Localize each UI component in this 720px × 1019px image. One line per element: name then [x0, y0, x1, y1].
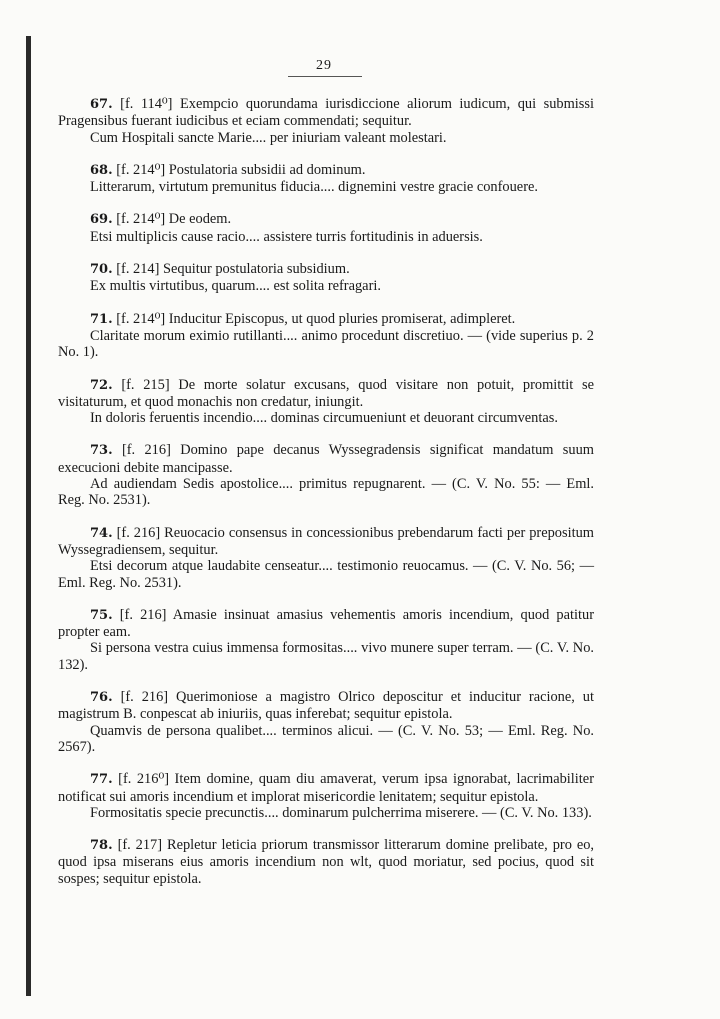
entry-incipit: Etsi decorum atque laudabite censeatur.... testimonio reuocamus. — (C. V. No. 56; — Eml. Reg. No. 2531). — [58, 558, 594, 591]
entry-heading-text: [f. 216] Reuocacio consensus in concessionibus prebendarum facti per prepositum Wyssegradiensem, sequitur. — [58, 524, 594, 558]
entry-number: 77. — [90, 772, 113, 788]
entry-number: 72. — [90, 377, 113, 393]
entry-72 — [58, 377, 594, 427]
entry-heading-text: [f. 217] Repletur leticia priorum transmissor litterarum domine prelibate, pro eo, quod ipsa miserans eius amoris incendium non wlt, quod moriatur, sed pocius, quod sit sospes; sequitur epistola. — [58, 837, 594, 887]
entry-75 — [58, 607, 594, 673]
entry-heading-text: [f. 214⁰] Postulatoria subsidii ad dominum. — [116, 161, 366, 178]
entry-heading-text: [f. 214⁰] De eodem. — [116, 211, 232, 228]
entry-incipit: Etsi multiplicis cause racio.... assistere turris fortitudinis in aduersis. — [90, 228, 483, 245]
entry-incipit: Quamvis de persona qualibet.... terminos alicui. — (C. V. No. 53; — Eml. Reg. No. 2567). — [58, 722, 594, 755]
entry-incipit: Ad audiendam Sedis apostolice.... primitus repugnarent. — (C. V. No. 55: — Eml. Reg. No. 2531). — [58, 476, 594, 509]
entry-heading — [58, 96, 594, 130]
entry-number: 73. — [90, 443, 113, 459]
entry-68 — [58, 162, 594, 196]
entry-heading — [58, 689, 594, 723]
entry-heading-text: [f. 114⁰] Exempcio quorundama iurisdiccione aliorum iudicum, qui submissi Pragensibus fuerant iudicibus et eciam commendati; sequitur. — [58, 96, 594, 130]
page-number: 29 — [316, 58, 332, 73]
entry-number: 78. — [90, 838, 113, 854]
entry-incipit: Ex multis virtutibus, quarum.... est solita refragari. — [90, 278, 381, 295]
entry-incipit: Cum Hospitali sancte Marie.... per iniuriam valeant molestari. — [90, 129, 447, 146]
entry-74 — [58, 525, 594, 591]
entry-78 — [58, 837, 594, 887]
entry-heading — [58, 261, 594, 278]
page-number-rule — [288, 76, 362, 77]
entry-heading-text: [f. 216] Querimoniose a magistro Olrico deposcitur et inducitur racione, ut magistrum B. conpescat ab iniuriis, quas inferebat; sequitur epistola. — [58, 689, 594, 723]
entry-incipit: Litterarum, virtutum premunitus fiducia.... dignemini vestre gracie confouere. — [90, 179, 538, 196]
entry-heading — [58, 311, 594, 328]
entry-heading-text: [f. 216] Domino pape decanus Wyssegradensis significat mandatum suum execucioni debite mancipasse. — [58, 442, 594, 476]
entry-70 — [58, 261, 594, 295]
entry-heading — [58, 525, 594, 559]
entry-heading-text: [f. 215] De morte solatur excusans, quod visitare non potuit, promittit se visitaturum, et quod monachis non credatur, iniungit. — [58, 376, 594, 410]
entry-incipit: Formositatis specie precunctis.... dominarum pulcherrima miserere. — (C. V. No. 133). — [90, 804, 592, 821]
entry-list — [58, 96, 594, 903]
entry-69 — [58, 211, 594, 245]
entry-number: 71. — [90, 311, 113, 327]
entry-heading — [58, 162, 594, 179]
entry-number: 75. — [90, 607, 113, 623]
entry-77 — [58, 771, 594, 821]
entry-73 — [58, 442, 594, 508]
entry-number: 67. — [90, 97, 113, 112]
entry-number: 70. — [90, 262, 113, 278]
entry-heading — [58, 377, 594, 411]
entry-heading-text: [f. 214⁰] Inducitur Episcopus, ut quod pluries promiserat, adimpleret. — [116, 310, 516, 327]
entry-number: 74. — [90, 525, 113, 541]
entry-76 — [58, 689, 594, 755]
entry-incipit: Si persona vestra cuius immensa formositas.... vivo munere super terram. — (C. V. No. 132). — [58, 640, 594, 673]
entry-incipit: In doloris feruentis incendio.... dominas circumueniunt et deuorant circumventas. — [90, 410, 558, 427]
binding-edge — [26, 36, 31, 996]
entry-heading — [58, 211, 594, 228]
entry-67 — [58, 96, 594, 146]
entry-heading — [58, 837, 594, 887]
entry-heading-text: [f. 216⁰] Item domine, quam diu amaverat, verum ipsa ignorabat, lacrimabiliter notificat sui amoris incendium et implorat misericordie lenitatem; sequitur epistola. — [58, 771, 594, 805]
entry-heading-text: [f. 214] Sequitur postulatoria subsidium. — [116, 261, 350, 278]
entry-heading — [58, 771, 594, 805]
entry-71 — [58, 311, 594, 361]
entry-heading — [58, 607, 594, 641]
entry-incipit: Claritate morum eximio rutillanti.... animo procedunt discretiuo. — (vide superius p. 2 No. 1). — [58, 327, 594, 361]
entry-number: 69. — [90, 212, 113, 228]
entry-heading — [58, 442, 594, 476]
entry-number: 68. — [90, 162, 113, 178]
entry-number: 76. — [90, 690, 113, 706]
entry-heading-text: [f. 216] Amasie insinuat amasius vehementis amoris incendium, quod patitur propter eam. — [58, 606, 594, 641]
